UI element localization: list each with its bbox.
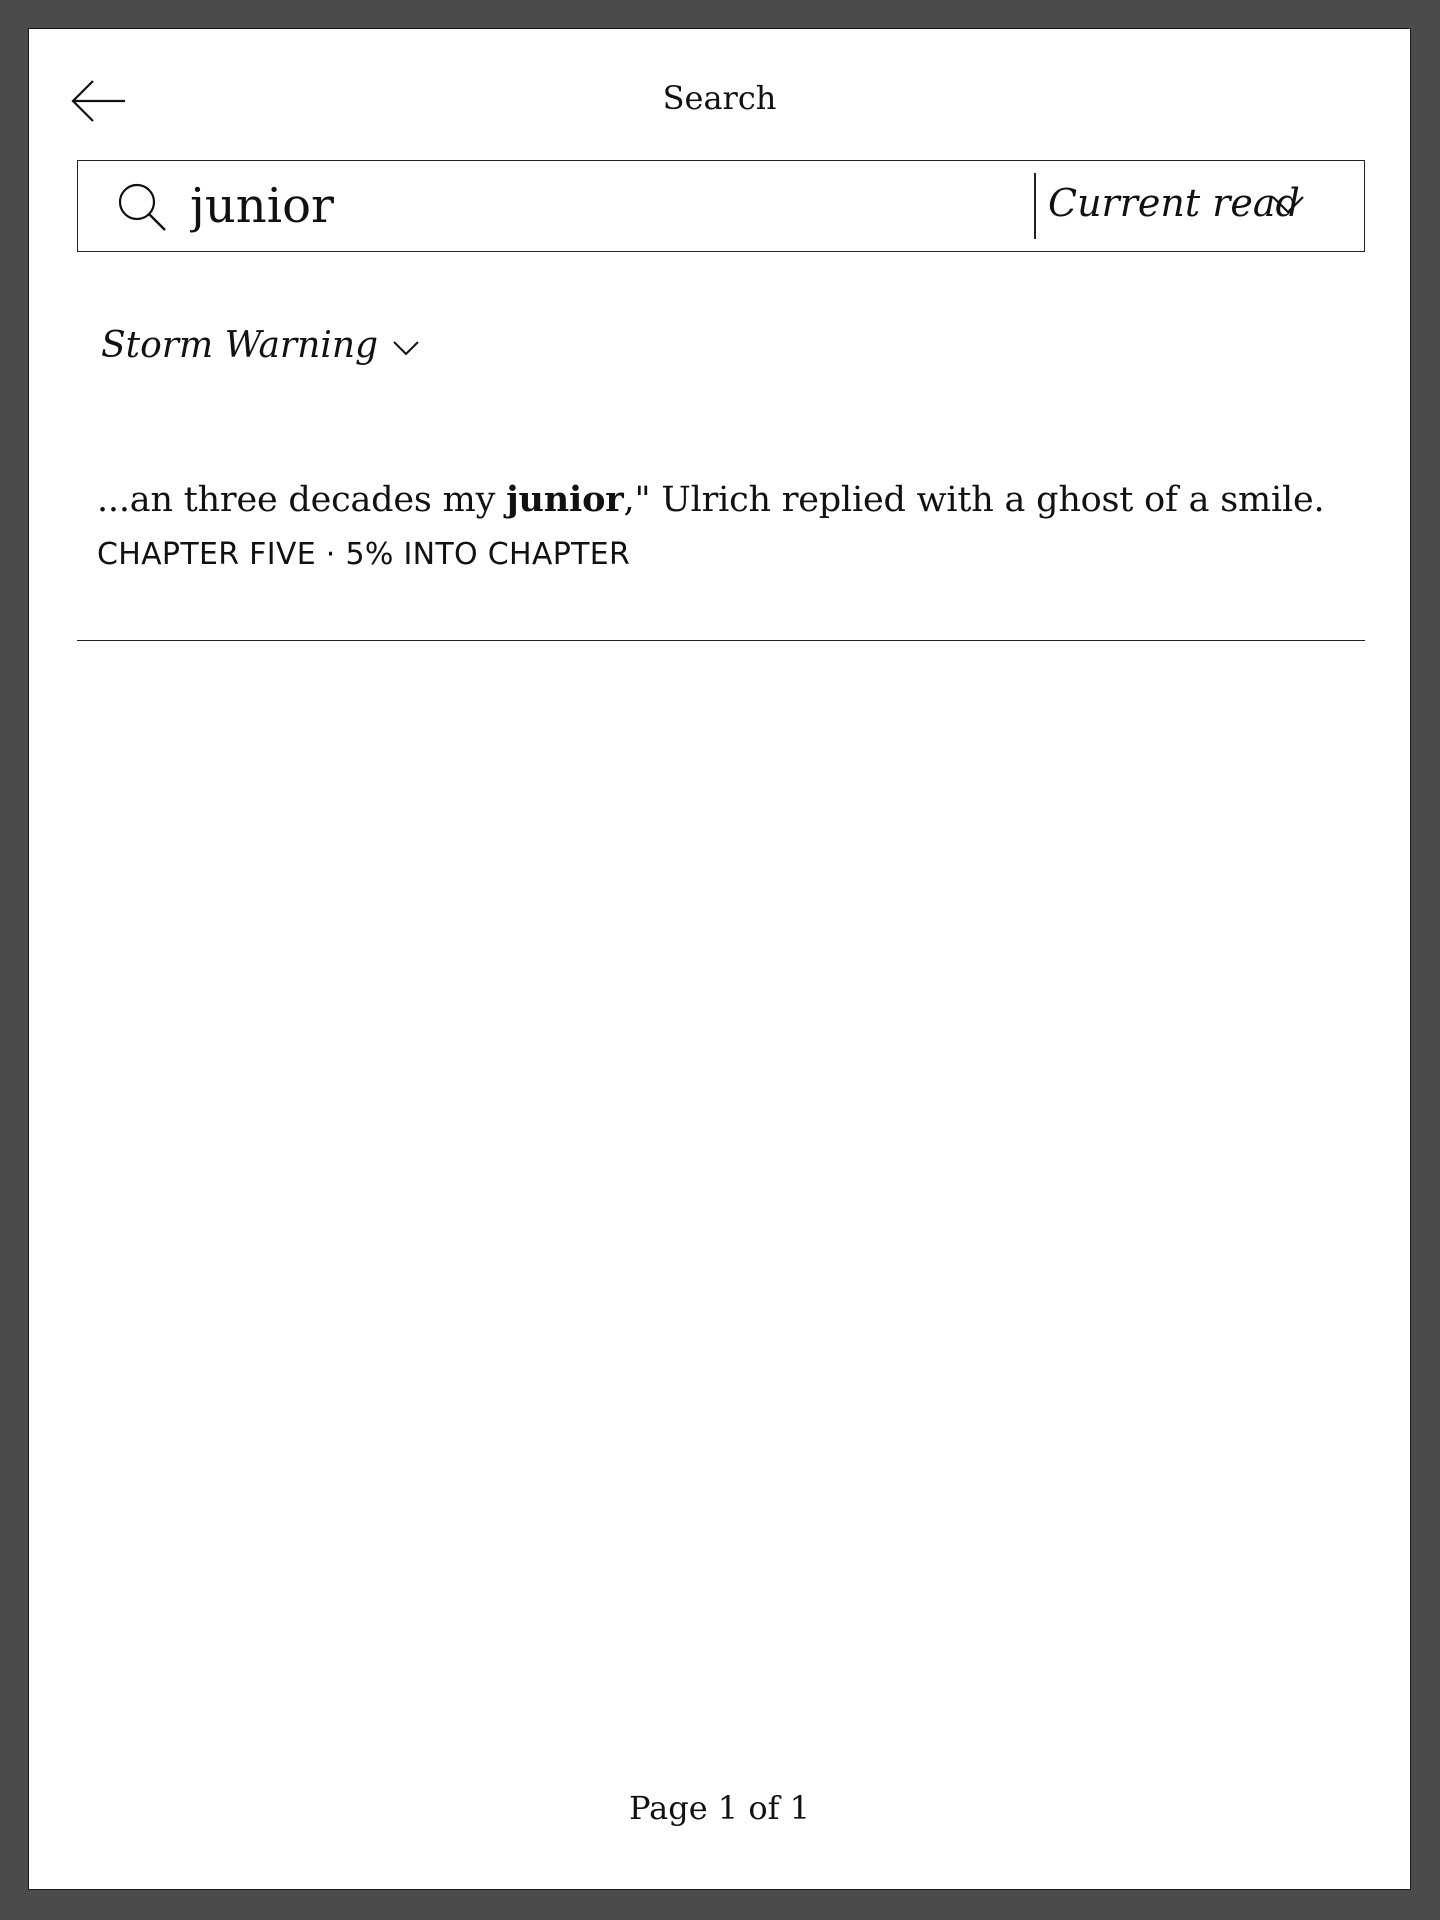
snippet-after: ," Ulrich replied with a ghost of a smile. xyxy=(623,480,1325,520)
device-screen xyxy=(28,28,1411,1890)
result-location: CHAPTER FIVE · 5% INTO CHAPTER xyxy=(97,537,631,572)
chevron-down-icon xyxy=(1270,191,1306,219)
search-icon xyxy=(116,181,168,233)
search-bar xyxy=(77,160,1365,252)
snippet-before: ...an three decades my xyxy=(97,480,507,520)
search-result-item[interactable] xyxy=(77,459,1365,641)
page-title: Search xyxy=(662,79,777,117)
scope-divider xyxy=(1034,173,1036,239)
search-scope-dropdown[interactable] xyxy=(1048,161,1348,251)
pagination-label: Page 1 of 1 xyxy=(629,1789,810,1827)
result-snippet xyxy=(97,479,1324,520)
search-input[interactable] xyxy=(190,171,990,241)
header xyxy=(29,29,1410,159)
snippet-match: junior xyxy=(506,479,624,520)
book-filter-label: Storm Warning xyxy=(101,325,379,366)
chevron-down-icon xyxy=(391,337,421,359)
search-scope-label: Current read xyxy=(1048,181,1300,225)
